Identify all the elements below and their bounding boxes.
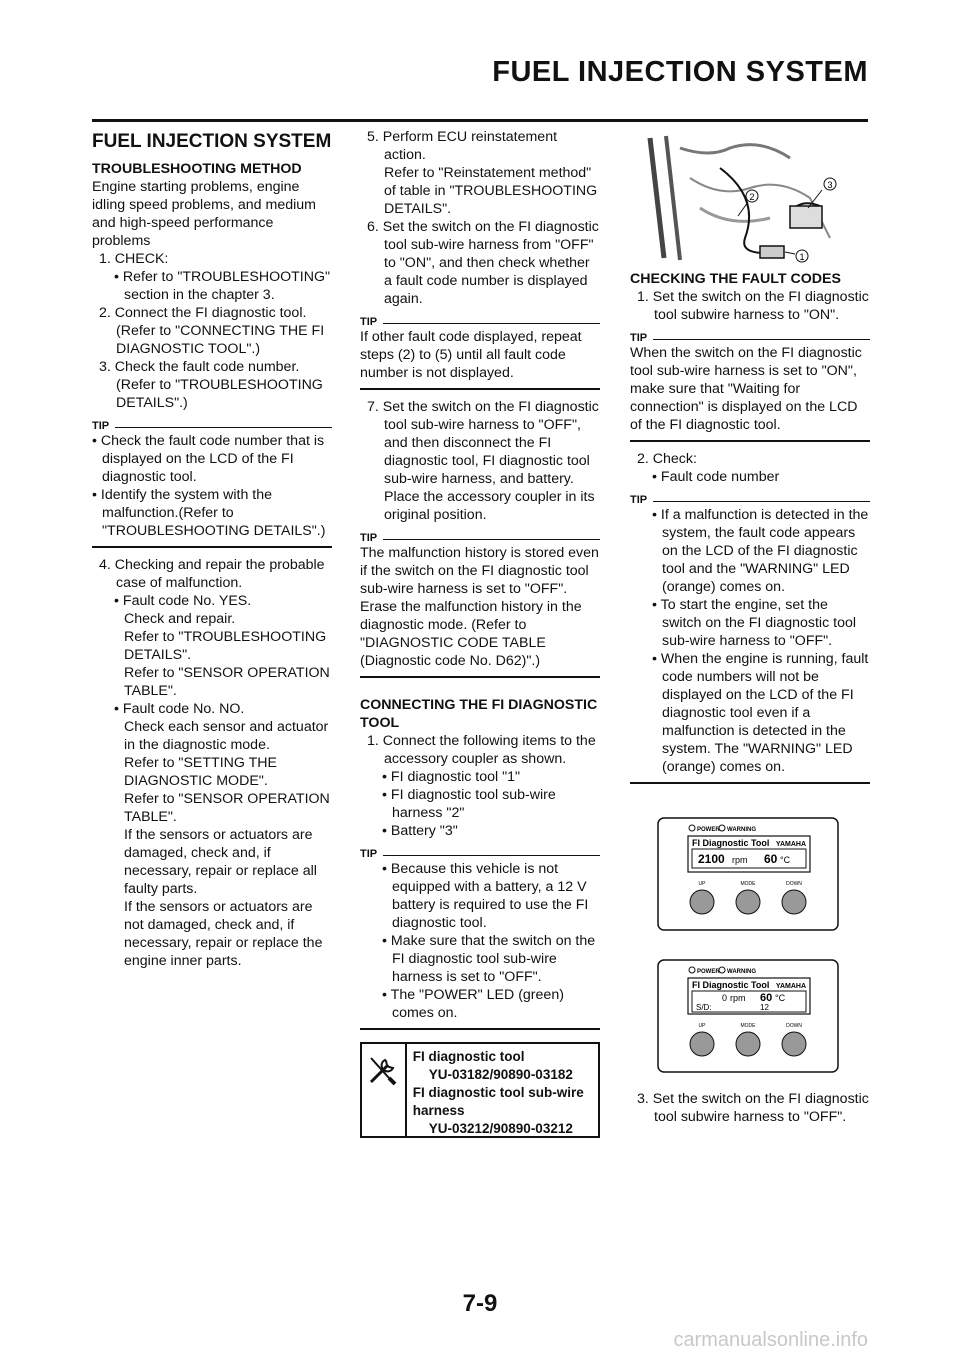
tool-1-code: YU-03182/90890-03182 [428, 1067, 573, 1082]
tip-box [92, 420, 332, 548]
temp-unit: °C [780, 855, 791, 865]
tip-box [360, 532, 600, 678]
tip-header [630, 332, 870, 344]
tip-bullet-3: • When the engine is running, fault code numbers will not be displayed on the LCD of the FI diagnostic tool even if a malfunction is detected in the system. The "WARNING" LED (orange) comes on. [652, 651, 869, 775]
tip-box [630, 332, 870, 442]
connect-bullet-1: • FI diagnostic tool "1" [382, 769, 521, 785]
step-3: 3. Check the fault code number. [99, 359, 300, 375]
tip-box [360, 316, 600, 390]
tool-title: FI Diagnostic Tool [692, 838, 770, 848]
column-2 [360, 128, 600, 1138]
fi-diagnostic-tool-illustration-running [630, 808, 870, 936]
subheading-checking: CHECKING THE FAULT CODES [630, 271, 841, 287]
btn-up-label: UP [698, 881, 706, 887]
btn-mode-label: MODE [740, 881, 756, 887]
connect-bullet-3: • Battery "3" [382, 823, 458, 839]
tip-bullet-2: • To start the engine, set the switch on the FI diagnostic tool sub-wire harness to "OFF". [652, 597, 856, 649]
tip-label: TIP [360, 532, 378, 544]
tip-bullet-2: • Make sure that the switch on the FI diagnostic tool sub-wire harness is set to "OFF". [382, 933, 596, 985]
tool-title: FI Diagnostic Tool [692, 980, 770, 990]
subheading-connecting: CONNECTING THE FI DIAGNOSTIC TOOL [360, 697, 598, 731]
check-step-2: 2. Check: [637, 451, 697, 467]
led-warning-label: WARNING [727, 969, 756, 975]
tip-text: If other fault code displayed, repeat steps (2) to (5) until all fault code number is not displayed. [360, 329, 582, 381]
temp-unit: °C [775, 993, 786, 1003]
motorcycle-connection-photo [630, 128, 870, 264]
check-step-2-bullet: • Fault code number [652, 469, 780, 485]
watermark: carmanualsonline.info [673, 1329, 868, 1351]
page-number: 7-9 [462, 1290, 498, 1317]
tool-2-code: YU-03212/90890-03212 [428, 1121, 573, 1136]
column-1 [92, 128, 332, 970]
mode-button-graphic [736, 1032, 760, 1056]
step-1: 1. CHECK: [99, 251, 169, 267]
tool-2-name: FI diagnostic tool sub-wire harness [412, 1085, 584, 1118]
connect-bullet-2: • FI diagnostic tool sub-wire harness "2" [382, 787, 556, 821]
photo-callout-3: 3 [827, 180, 833, 190]
step-6: 6. Set the switch on the FI diagnostic tool sub-wire harness from "OFF" to "ON", and then check whether a fault code number is displayed again. [367, 219, 599, 307]
step-4-bullet-2: • Fault code No. NO. [114, 701, 245, 717]
tip-label: TIP [92, 420, 110, 432]
column-3 [630, 128, 870, 1126]
special-tool-box [360, 1042, 600, 1138]
tip-bullet-1: • Check the fault code number that is displayed on the LCD of the FI diagnostic tool. [92, 433, 325, 485]
tip-label: TIP [360, 316, 378, 328]
step-4-b1-line3: Refer to "SENSOR OPERATION TABLE". [124, 665, 330, 699]
check-step-3: 3. Set the switch on the FI diagnostic tool subwire harness to "OFF". [637, 1091, 869, 1125]
down-button-graphic [782, 890, 806, 914]
led-power-label: POWER [697, 969, 720, 975]
header-rule [92, 119, 868, 122]
sd-label: S/D: [696, 1003, 712, 1012]
tip-box [360, 848, 600, 1030]
fi-diagnostic-tool-illustration-stopped [630, 950, 870, 1078]
tip-header [360, 848, 600, 860]
rpm-unit: rpm [730, 993, 746, 1003]
photo-callout-1: 1 [799, 252, 805, 262]
step-2-sub: (Refer to "CONNECTING THE FI DIAGNOSTIC TOOL".) [116, 323, 325, 357]
tip-bullet-3: • The "POWER" LED (green) comes on. [382, 987, 564, 1021]
section-heading: FUEL INJECTION SYSTEM [92, 131, 332, 152]
step-1-bullet: • Refer to "TROUBLESHOOTING" section in the chapter 3. [114, 269, 331, 303]
tip-bullet-1: • If a malfunction is detected in the system, the fault code appears on the LCD of the FI diagnostic tool and the "WARNING" LED (orange) comes on. [652, 507, 869, 595]
subheading-troubleshooting: TROUBLESHOOTING METHOD [92, 161, 302, 177]
up-button-graphic [690, 890, 714, 914]
temp-value: 60 [760, 992, 773, 1004]
tip-label: TIP [630, 494, 648, 506]
btn-down-label: DOWN [786, 1023, 802, 1029]
wrench-screwdriver-icon [362, 1044, 407, 1136]
up-button-graphic [690, 1032, 714, 1056]
step-3-sub: (Refer to "TROUBLESHOOTING DETAILS".) [116, 377, 323, 411]
step-2: 2. Connect the FI diagnostic tool. [99, 305, 307, 321]
tip-bullet-1: • Because this vehicle is not equipped with a battery, a 12 V battery is required to use the FI diagnostic tool. [382, 861, 589, 931]
connect-step-1: 1. Connect the following items to the accessory coupler as shown. [367, 733, 596, 767]
step-4: 4. Checking and repair the probable case of malfunction. [99, 557, 325, 591]
btn-down-label: DOWN [786, 881, 802, 887]
step-7: 7. Set the switch on the FI diagnostic tool sub-wire harness to "OFF", and then disconnect the FI diagnostic tool, FI diagnostic tool sub-wire harness, and battery. Place the accessory coupler in its original position. [367, 399, 599, 523]
yamaha-brand: YAMAHA [775, 983, 806, 990]
mode-button-graphic [736, 890, 760, 914]
step-4-bullet-1: • Fault code No. YES. [114, 593, 252, 609]
step-4-b1-line1: Check and repair. [124, 611, 236, 627]
sd-value: 12 [760, 1003, 769, 1012]
step-4-b2-line5: If the sensors or actuators are not damaged, check and, if necessary, repair or replace the engine inner parts. [124, 899, 323, 969]
rpm-value: 2100 [698, 852, 725, 866]
step-4-b2-line3: Refer to "SENSOR OPERATION TABLE". [124, 791, 330, 825]
tip-header [360, 532, 600, 544]
tip-header [92, 420, 332, 432]
step-4-b2-line4: If the sensors or actuators are damaged, check and, if necessary, repair or replace all faulty parts. [124, 827, 317, 897]
intro-text: Engine starting problems, engine idling speed problems, and medium and high-speed performance problems [92, 179, 316, 249]
tip-box [630, 494, 870, 784]
yamaha-brand: YAMAHA [775, 841, 806, 848]
step-4-b2-line2: Refer to "SETTING THE DIAGNOSTIC MODE". [124, 755, 277, 789]
btn-mode-label: MODE [740, 1023, 756, 1029]
led-power-label: POWER [697, 827, 720, 833]
rpm-unit: rpm [732, 855, 748, 865]
led-warning-label: WARNING [727, 827, 756, 833]
tip-label: TIP [630, 332, 648, 344]
tip-text: The malfunction history is stored even if the switch on the FI diagnostic tool sub-wire harness is set to "OFF". Erase the malfunction history in the diagnostic mode. (Refer to "DIAGNOSTIC CODE TABLE (Diagnostic code No. D62)".) [360, 545, 599, 669]
temp-value: 60 [764, 852, 778, 866]
tip-label: TIP [360, 848, 378, 860]
step-4-b2-line1: Check each sensor and actuator in the diagnostic mode. [124, 719, 329, 753]
tip-bullet-2: • Identify the system with the malfunction.(Refer to "TROUBLESHOOTING DETAILS".) [92, 487, 326, 539]
page-header-title: FUEL INJECTION SYSTEM [492, 56, 868, 88]
step-5: 5. Perform ECU reinstatement action. [367, 129, 558, 163]
photo-callout-2: 2 [749, 192, 755, 202]
step-4-b1-line2: Refer to "TROUBLESHOOTING DETAILS". [124, 629, 327, 663]
down-button-graphic [782, 1032, 806, 1056]
tip-text: When the switch on the FI diagnostic tool sub-wire harness is set to "ON", make sure that "Waiting for connection" is displayed on the LCD of the FI diagnostic tool. [630, 345, 862, 433]
step-5-sub: Refer to "Reinstatement method" of table in "TROUBLESHOOTING DETAILS". [384, 165, 598, 217]
tip-header [630, 494, 870, 506]
rpm-value: 0 [722, 993, 728, 1003]
check-step-1: 1. Set the switch on the FI diagnostic tool subwire harness to "ON". [637, 289, 869, 323]
btn-up-label: UP [698, 1023, 706, 1029]
tool-1-name: FI diagnostic tool [412, 1049, 525, 1064]
tip-header [360, 316, 600, 328]
